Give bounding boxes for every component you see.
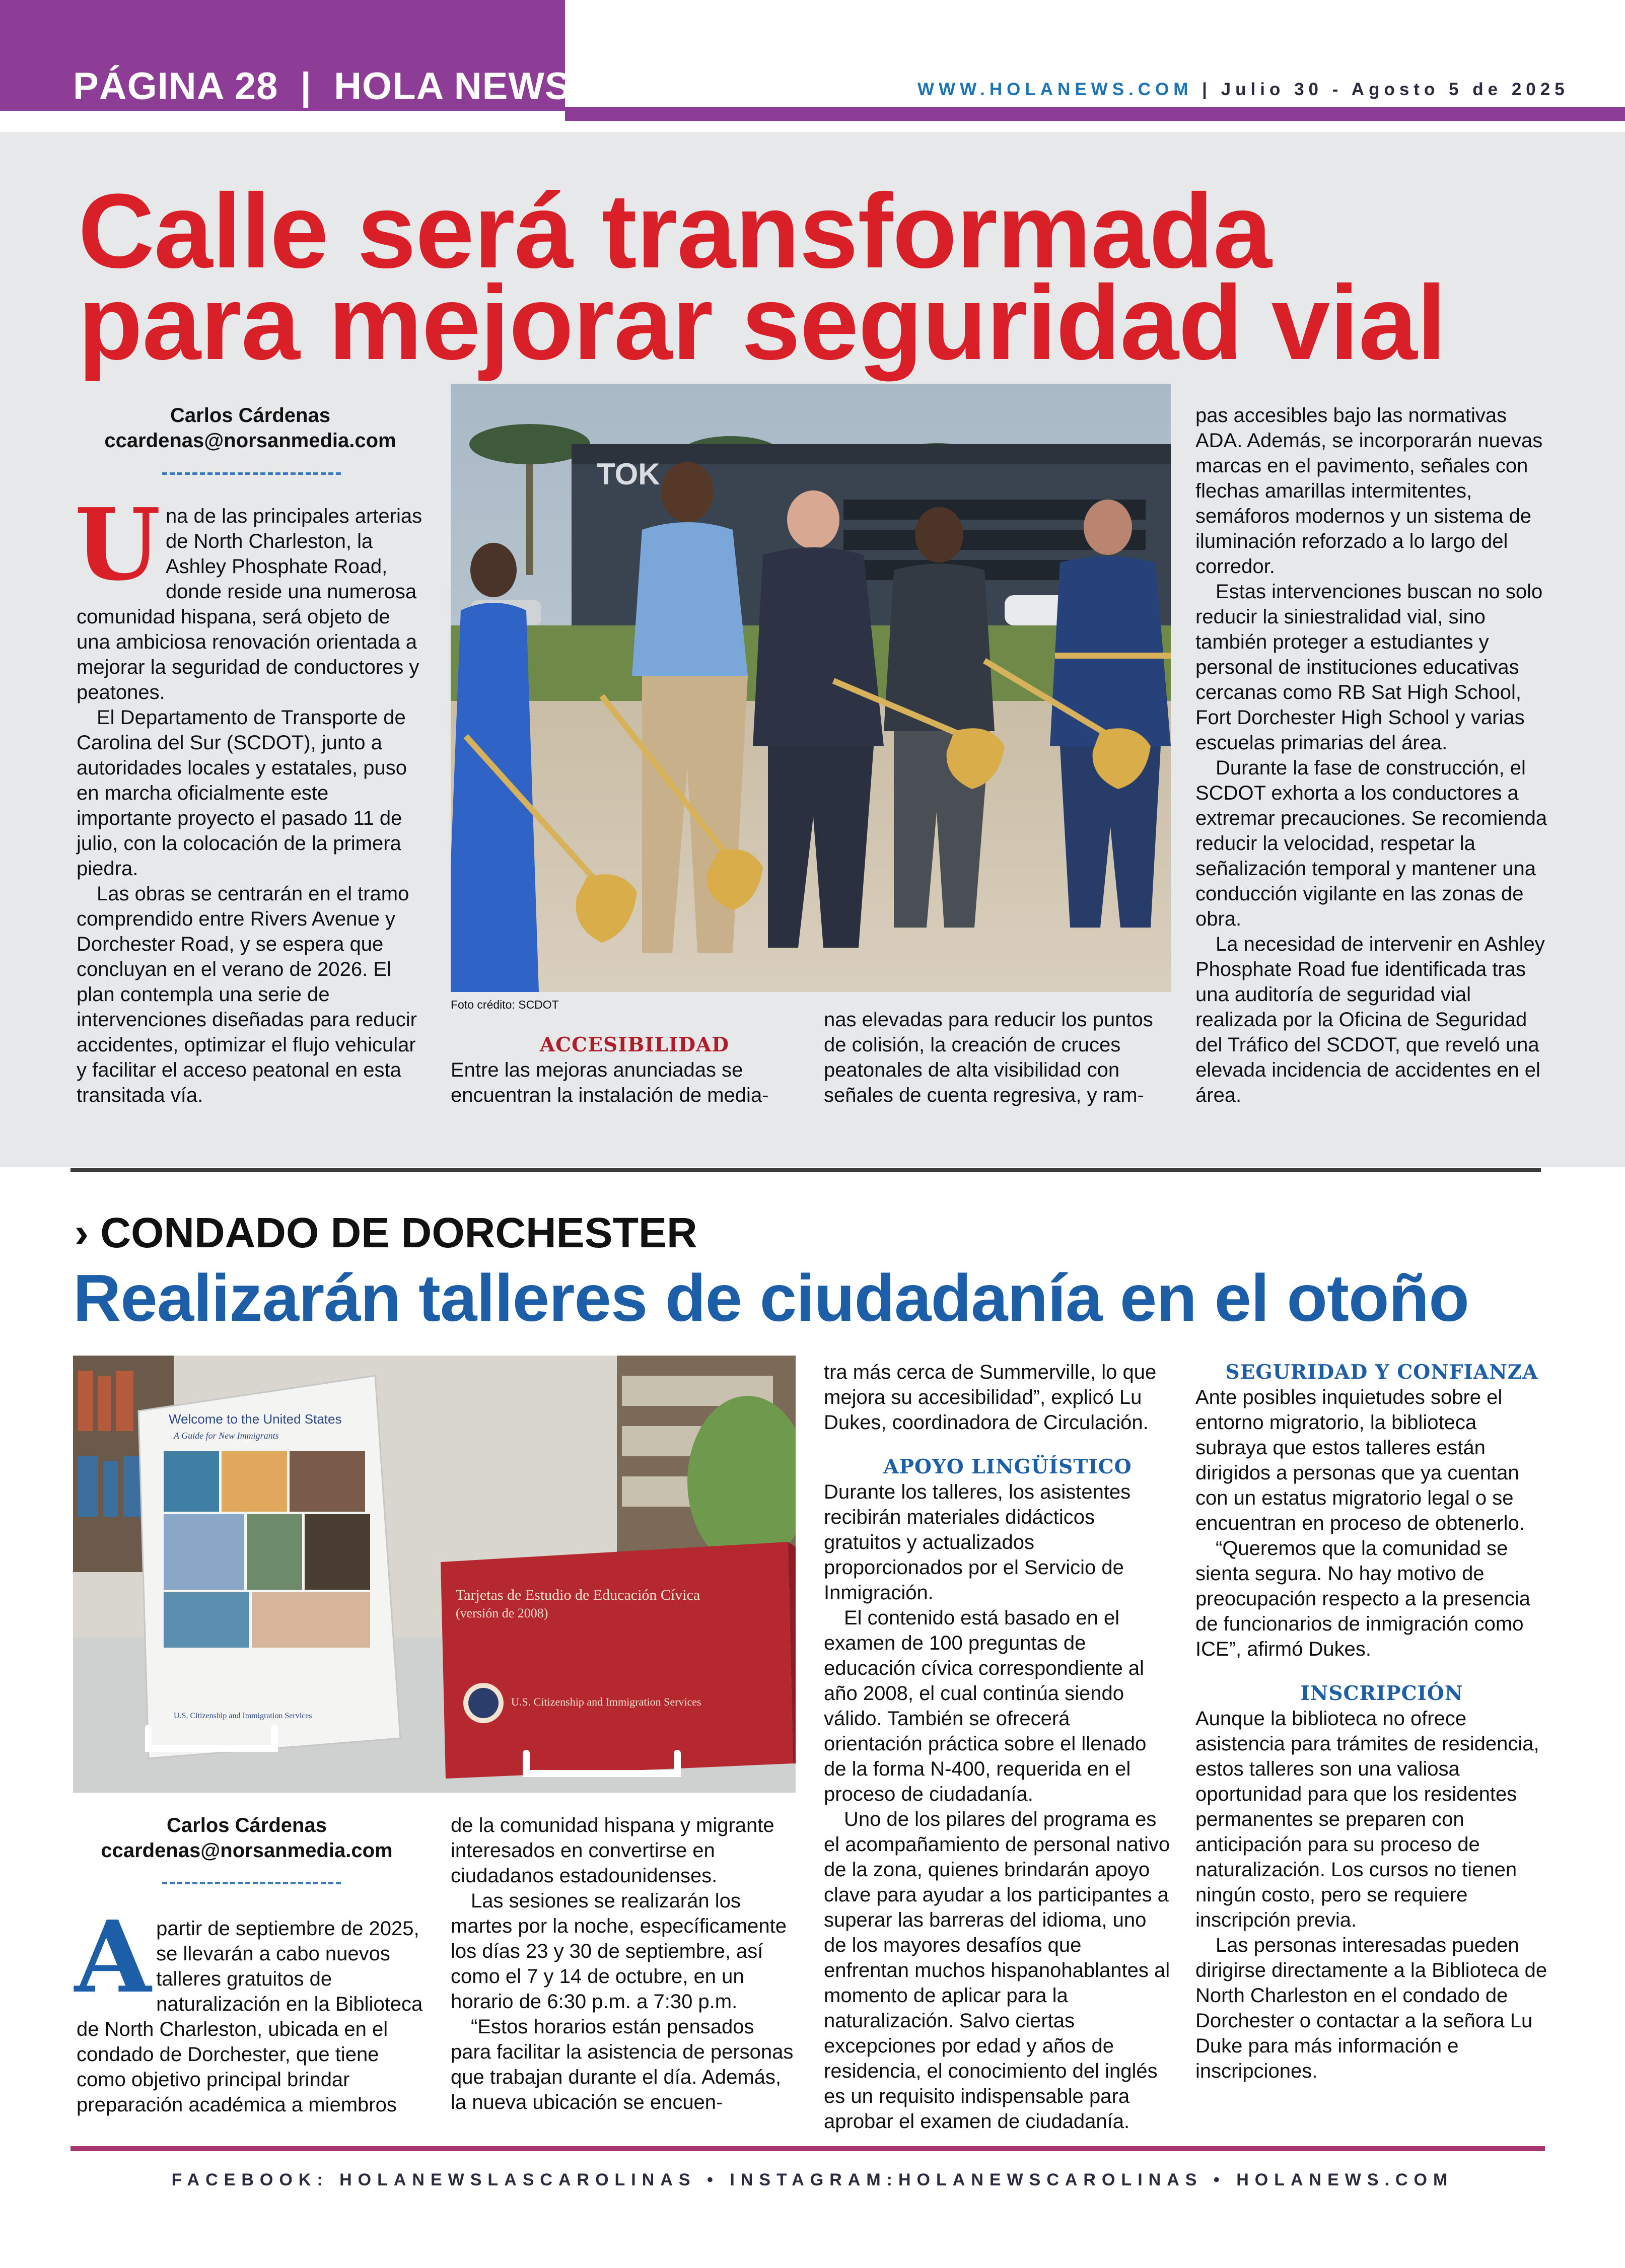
article-column-4 (1195, 403, 1548, 1108)
book-agency: U.S. Citizenship and Immigration Services (174, 1712, 312, 1720)
byline-divider (162, 472, 341, 475)
author-name: Carlos Cárdenas (167, 1814, 327, 1836)
paragraph: Entre las mejoras anunciadas se encuentran la instalación de media- (451, 1059, 769, 1106)
paragraph: Apartir de septiembre de 2025, se llevarán a cabo nuevos talleres gratuitos de naturalización en la Biblioteca de North Charleston, ubicada en el condado de Dorchester, que tiene como objetivo principal brindar preparación académica a miembros (75, 1899, 423, 2116)
article2-column-2 (451, 1813, 798, 2115)
card-subtitle: (versión de 2008) (456, 1606, 548, 1620)
article-column-2 (451, 1032, 798, 1108)
paragraph: La necesidad de intervenir en Ashley Phosphate Road fue identificada tras una auditoría de seguridad vial realizada por la Oficina de Seguridad del Tráfico del SCDOT, que reveló una elevada incidencia de accidentes en el área. (1195, 933, 1545, 1106)
header-strip (565, 107, 1625, 121)
article2-column-4 (1195, 1360, 1548, 2084)
author-email[interactable]: ccardenas@norsanmedia.com (104, 430, 396, 452)
books-illustration (73, 1356, 796, 1793)
paragraph: “Queremos que la comunidad se sienta segura. No hay motivo de preocupación respecto a la presencia de funcionarios de inmigración como ICE”, afirmó Dukes. (1195, 1537, 1530, 1660)
site-link[interactable]: WWW.HOLANEWS.COM (917, 80, 1193, 99)
book-title: Welcome to the United States (169, 1411, 342, 1427)
drop-cap: A (75, 1899, 152, 2015)
paragraph: Las personas interesadas pueden dirigirse directamente a la Biblioteca de North Charleston en el condado de Dorchester o contactar a la señora Lu Duke para más información e inscripciones. (1195, 1934, 1547, 2082)
paragraph: pas accesibles bajo las normativas ADA. Además, se incorporarán nuevas marcas en el pavimento, señales con flechas amarillas intermitentes, semáforos modernos y un sistema de iluminación reforzado a lo largo del corredor. (1195, 404, 1543, 578)
paragraph: El contenido está basado en el examen de 100 preguntas de educación cívica correspondiente al año 2008, el cual continúa siendo válido. También se ofrecerá orientación práctica sobre el llenado de la forma N-400, requerida en el proceso de ciudadanía. (824, 1607, 1147, 1805)
book-subtitle: A Guide for New Immigrants (174, 1431, 279, 1441)
subhead-accesibilidad: ACCESIBILIDAD (539, 1033, 730, 1056)
subhead-seguridad: SEGURIDAD Y CONFIANZA (1225, 1361, 1538, 1384)
paragraph: nas elevadas para reducir los puntos de colisión, la creación de cruces peatonales de alta visibilidad con señales de cuenta regresiva, y ram- (824, 1009, 1153, 1106)
paragraph: de la comunidad hispana y migrante interesados en convertirse en ciudadanos estadounidenses. (451, 1814, 774, 1887)
groundbreaking-photo (451, 384, 1171, 992)
footer-social-links[interactable]: FACEBOOK: HOLANEWSLASCAROLINAS • INSTAGRAM:HOLANEWSCAROLINAS • HOLANEWS.COM (171, 2170, 1454, 2189)
paragraph: Durante los talleres, los asistentes recibirán materiales didácticos gratuitos y actualizados proporcionados por el Servicio de Inmigración. (824, 1481, 1131, 1604)
drop-cap: U (75, 487, 161, 603)
page-label: PÁGINA 28 | HOLA NEWS (73, 65, 571, 108)
paragraph: Ante posibles inquietudes sobre el entorno migratorio, la biblioteca subraya que estos talleres están dirigidos a personas que ya cuentan con un estatus migratorio legal o se encuentran en proceso de obtenerlo. (1195, 1386, 1525, 1534)
citizenship-books-photo (73, 1356, 796, 1793)
paragraph: Durante la fase de construcción, el SCDOT exhorta a los conductores a extremar precauciones. Se recomienda reducir la velocidad, respetar la señalización temporal y mantener una conducción vigilante en las zonas de obra. (1195, 757, 1547, 930)
paragraph: Una de las principales arterias de North Charleston, la Ashley Phosphate Road, donde reside una numerosa comunidad hispana, será objeto de una ambiciosa renovación orientada a mejorar la seguridad de conductores y peatones. (75, 487, 422, 703)
author-email[interactable]: ccardenas@norsanmedia.com (101, 1839, 393, 1862)
paragraph: Aunque la biblioteca no ofrece asistencia para trámites de residencia, estos talleres son una valiosa oportunidad para que los residentes permanentes se preparen con anticipación para su proceso de naturalización. Los cursos no tienen ningún costo, pero se requiere inscripción previa. (1195, 1708, 1539, 1931)
byline-divider (162, 1882, 341, 1884)
headline-line-2: para mejorar seguridad vial (78, 263, 1446, 382)
article2-column-3 (824, 1360, 1171, 2134)
article-headline-2: Realizarán talleres de ciudadanía en el otoño (73, 1261, 1469, 1335)
paragraph: El Departamento de Transporte de Carolina del Sur (SCDOT), junto a autoridades locales y estatales, puso en marcha oficialmente este importante proyecto el pasado 11 de julio, con la colocación de la primera piedra. (77, 706, 407, 880)
section-divider (70, 1168, 1541, 1172)
subhead-inscripcion: INSCRIPCIÓN (1300, 1682, 1463, 1705)
article2-column-1 (75, 1899, 424, 2117)
paragraph: tra más cerca de Summerville, lo que mejora su accesibilidad”, explicó Lu Dukes, coordinadora de Circulación. (824, 1361, 1157, 1434)
byline (77, 403, 424, 453)
groundbreaking-illustration (451, 384, 1171, 992)
date-range: | Julio 30 - Agosto 5 de 2025 (1192, 80, 1569, 99)
article-column-3 (824, 1007, 1171, 1108)
article-column-1 (75, 487, 424, 1108)
card-title: Tarjetas de Estudio de Educación Cívica (456, 1587, 700, 1603)
headline-line-1: Calle será transformada (78, 172, 1271, 290)
subhead-apoyo: APOYO LINGÜÍSTICO (883, 1455, 1132, 1478)
paragraph: Las sesiones se realizarán los martes por la noche, específicamente los días 23 y 30 de septiembre, así como el 7 y 14 de octubre, en un horario de 6:30 p.m. a 7:30 p.m. (451, 1890, 787, 2013)
byline-2 (73, 1813, 420, 1863)
edition-date (917, 80, 1569, 100)
paragraph: Las obras se centrarán en el tramo comprendido entre Rivers Avenue y Dorchester Road, y se espera que concluyan en el verano de 2026. El plan contempla una serie de intervenciones diseñadas para reducir accidentes, optimizar el flujo vehicular y facilitar el acceso peatonal en esta transitada vía. (77, 883, 417, 1106)
building-sign: TOK (597, 457, 660, 491)
article-headline (78, 172, 1446, 382)
section-kicker: › CONDADO DE DORCHESTER (75, 1209, 697, 1256)
paragraph: Estas intervenciones buscan no solo reducir la siniestralidad vial, sino también proteger a estudiantes y personal de instituciones educativas cercanas como RB Sat High School, Fort Dorchester High School y varias escuelas primarias del área. (1195, 581, 1543, 754)
paragraph: Uno de los pilares del programa es el acompañamiento de personal nativo de la zona, quienes brindarán apoyo clave para ayudar a los participantes a superar las barreras del idioma, uno de los mayores desafíos que enfrentan muchos hispanohablantes al momento de aplicar para la naturalización. Salvo ciertas excepciones por edad y años de residencia, el conocimiento del inglés es un requisito indispensable para aprobar el examen de ciudadanía. (824, 1808, 1170, 2133)
card-agency: U.S. Citizenship and Immigration Services (511, 1695, 701, 1708)
photo-credit: Foto crédito: SCDOT (451, 998, 559, 1011)
paragraph: “Estos horarios están pensados para facilitar la asistencia de personas que trabajan durante el día. Además, la nueva ubicación se encuen- (451, 2016, 794, 2113)
author-name: Carlos Cárdenas (170, 404, 330, 427)
footer-rule (70, 2146, 1545, 2151)
